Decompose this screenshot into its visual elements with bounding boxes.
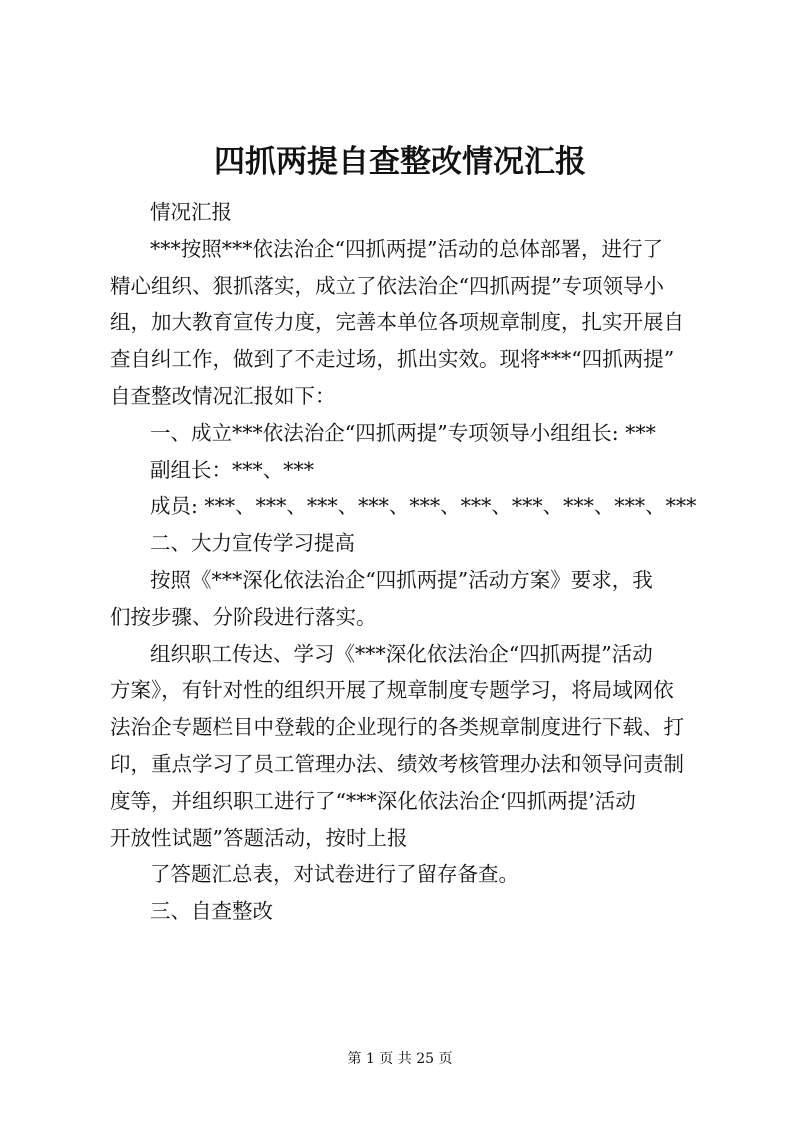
body-line: 开放性试题”答题活动，按时上报 xyxy=(110,825,408,850)
body-line: 一、成立***依法治企“四抓两提”专项领导小组组长: *** xyxy=(150,420,656,445)
body-line: 印，重点学习了员工管理办法、绩效考核管理办法和领导问责制 xyxy=(110,751,684,776)
body-line: 们按步骤、分阶段进行落实。 xyxy=(110,604,377,629)
body-line: 情况汇报 xyxy=(150,200,232,224)
body-line: 二、大力宣传学习提高 xyxy=(150,531,355,556)
body-line: 三、自查整改 xyxy=(150,899,273,924)
body-line: 方案》，有针对性的组织开展了规章制度专题学习，将局域网依 xyxy=(110,678,674,703)
body-line: 度等，并组织职工进行了“***深化依法治企‘四抓两提’活动 xyxy=(110,788,636,813)
body-line: 组织职工传达、学习《***深化依法治企“四抓两提”活动 xyxy=(150,641,653,666)
page-footer: 第 1 页 共 25 页 xyxy=(347,1051,453,1067)
body-line: 查自纠工作，做到了不走过场，抓出实效。现将***“四抓两提” xyxy=(110,347,675,372)
body-line: 组，加大教育宣传力度，完善本单位各项规章制度，扎实开展自 xyxy=(110,310,684,335)
document-body xyxy=(110,194,700,930)
body-line: 法治企专题栏目中登载的企业现行的各类规章制度进行下载、打 xyxy=(110,715,684,740)
body-line: 了答题汇总表，对试卷进行了留存备查。 xyxy=(150,862,519,887)
document-title: 四抓两提自查整改情况汇报 xyxy=(214,144,586,180)
body-line: 自查整改情况汇报如下： xyxy=(110,383,336,408)
body-line: 副组长：***、*** xyxy=(150,457,314,482)
body-line: 精心组织、狠抓落实，成立了依法治企“四抓两提”专项领导小 xyxy=(110,273,664,298)
body-line: 成员: ***、***、***、***、***、***、***、***、***、*** xyxy=(150,494,697,519)
body-line: 按照《***深化依法治企“四抓两提”活动方案》要求，我 xyxy=(150,567,653,592)
body-line: ***按照***依法治企“四抓两提”活动的总体部署，进行了 xyxy=(150,236,663,261)
